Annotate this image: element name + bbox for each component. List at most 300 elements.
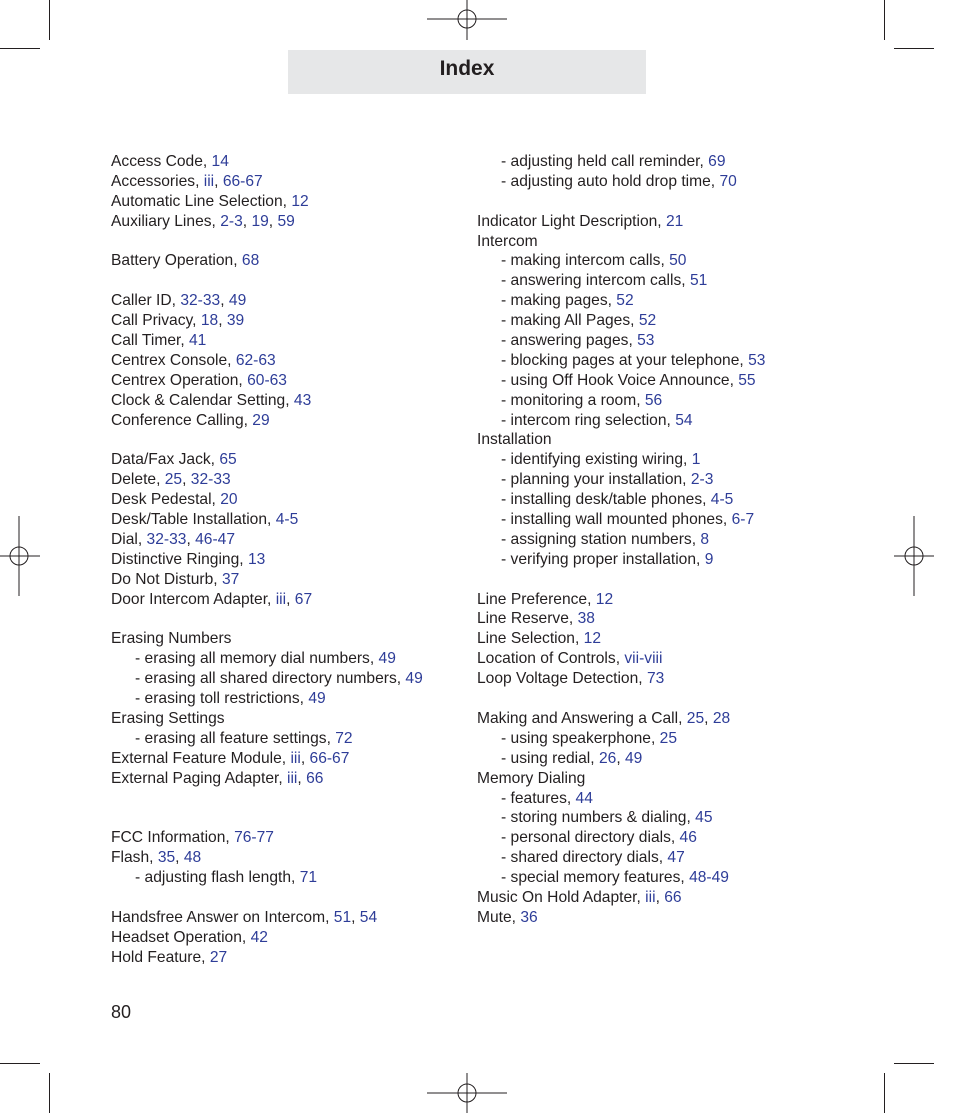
page-link[interactable]: 2-3 — [220, 212, 243, 230]
page-link[interactable]: 13 — [247, 550, 266, 568]
separator: , — [628, 332, 638, 350]
entry-text: Music On Hold Adapter — [477, 888, 637, 906]
separator: , — [729, 371, 739, 389]
separator: , — [615, 650, 625, 668]
index-entry — [111, 769, 461, 789]
page-link[interactable]: 50 — [669, 252, 687, 270]
entry-text: Line Selection — [477, 630, 575, 648]
separator: , — [192, 312, 201, 330]
page-link[interactable]: 45 — [695, 809, 713, 827]
separator: , — [300, 749, 310, 767]
page-link[interactable]: 72 — [335, 729, 353, 747]
separator: , — [241, 928, 251, 946]
spacer — [111, 609, 461, 629]
page-link[interactable]: 32-33 — [180, 292, 221, 310]
separator: , — [568, 610, 578, 628]
page-link[interactable]: 46 — [679, 829, 697, 847]
spacer — [477, 689, 837, 709]
page-link[interactable]: 6-7 — [731, 511, 755, 529]
entry-text: Flash — [111, 849, 150, 867]
entry-text: - intercom ring selection — [501, 411, 667, 429]
page-link[interactable]: 28 — [712, 709, 731, 727]
separator: , — [616, 749, 625, 767]
separator: , — [704, 709, 713, 727]
index-subentry — [477, 391, 837, 411]
separator: , — [267, 511, 276, 529]
entry-text: - making intercom calls — [501, 252, 661, 270]
separator: , — [696, 550, 705, 568]
index-entry — [111, 192, 461, 212]
index-entry — [111, 291, 461, 311]
page-link[interactable]: 56 — [644, 391, 663, 409]
separator: , — [686, 809, 696, 827]
registration-mark-icon — [894, 516, 934, 596]
separator: , — [268, 212, 278, 230]
page-link[interactable]: 38 — [577, 610, 595, 628]
index-entry — [111, 212, 461, 232]
separator: , — [267, 590, 276, 608]
entry-text: Intercom — [477, 232, 538, 250]
separator: , — [182, 471, 191, 489]
separator: , — [511, 908, 521, 926]
index-entry — [111, 948, 461, 968]
page-link[interactable]: 39 — [226, 312, 245, 330]
page-link[interactable]: 43 — [293, 391, 312, 409]
page-link[interactable]: 66 — [664, 888, 682, 906]
separator: , — [351, 908, 360, 926]
index-subentry — [477, 749, 837, 769]
separator: , — [574, 630, 584, 648]
entry-text: Indicator Light Description — [477, 212, 658, 230]
index-subentry — [111, 729, 461, 749]
separator: , — [636, 391, 645, 409]
index-entry — [111, 490, 461, 510]
separator: , — [670, 829, 680, 847]
page-link[interactable]: 25 — [659, 729, 678, 747]
page-title: Index — [439, 57, 495, 80]
title-banner — [288, 50, 646, 94]
page-link[interactable]: 26 — [598, 749, 617, 767]
entry-text: - making pages — [501, 292, 608, 310]
separator: , — [281, 749, 291, 767]
separator: , — [239, 550, 248, 568]
page-link[interactable]: 48 — [183, 849, 202, 867]
separator: , — [683, 451, 692, 469]
entry-text: Making and Answering a Call — [477, 709, 679, 727]
entry-text: - adjusting held call reminder — [501, 153, 700, 170]
index-entry — [111, 152, 461, 172]
entry-text: - special memory features — [501, 869, 681, 887]
page-link[interactable]: 4-5 — [710, 491, 734, 509]
index-subentry — [477, 271, 837, 291]
separator: , — [650, 729, 660, 747]
index-subentry — [477, 789, 837, 809]
page-link[interactable]: iii — [290, 749, 301, 767]
entry-text: - making All Pages — [501, 312, 631, 330]
page-link[interactable]: 12 — [595, 590, 614, 608]
entry-text: Auxiliary Lines — [111, 212, 212, 230]
separator: , — [710, 172, 720, 190]
entry-text: Handsfree Answer on Intercom — [111, 908, 326, 926]
page-link[interactable]: 55 — [738, 371, 756, 389]
index-entry — [477, 430, 837, 450]
separator: , — [285, 391, 294, 409]
separator: , — [739, 351, 749, 369]
separator: , — [201, 948, 210, 966]
page-link[interactable]: 68 — [241, 252, 260, 270]
entry-text: FCC Information — [111, 829, 226, 847]
separator: , — [171, 292, 181, 310]
page-link[interactable]: 52 — [616, 292, 634, 310]
index-subentry — [477, 868, 837, 888]
page-link[interactable]: 51 — [333, 908, 352, 926]
separator: , — [691, 530, 701, 548]
page-link[interactable]: 21 — [665, 212, 684, 230]
separator: , — [681, 272, 690, 290]
page-link[interactable]: 29 — [252, 411, 270, 429]
page-link[interactable]: 32-33 — [190, 471, 231, 489]
index-entry — [477, 649, 837, 669]
page-link[interactable]: 8 — [700, 530, 710, 548]
index-subentry — [477, 828, 837, 848]
index-subentry — [477, 291, 837, 311]
page-link[interactable]: iii — [203, 172, 215, 190]
index-subentry — [477, 808, 837, 828]
index-entry — [111, 570, 461, 590]
index-subentry — [477, 411, 837, 431]
entry-text: - assigning station numbers — [501, 530, 692, 548]
index-subentry — [111, 669, 461, 689]
index-subentry — [477, 510, 837, 530]
crop-mark — [884, 1073, 885, 1113]
entry-text: Delete — [111, 471, 157, 489]
separator: , — [566, 789, 576, 807]
registration-mark-icon — [427, 0, 507, 40]
index-subentry — [477, 530, 837, 550]
page-link[interactable]: 12 — [583, 630, 601, 648]
index-entry — [111, 371, 461, 391]
index-entry — [477, 609, 837, 629]
index-subentry — [111, 649, 461, 669]
separator: , — [325, 908, 334, 926]
separator: , — [211, 491, 221, 509]
index-entry — [111, 928, 461, 948]
entry-text: Call Timer — [111, 332, 181, 350]
index-entry — [477, 769, 837, 789]
page-link[interactable]: 36 — [520, 908, 538, 926]
separator: , — [214, 172, 223, 190]
page-link[interactable]: 49 — [228, 292, 247, 310]
separator: , — [210, 451, 220, 469]
crop-mark — [49, 0, 50, 40]
index-entry — [477, 629, 837, 649]
entry-text: Line Preference — [477, 590, 588, 608]
entry-text: Distinctive Ringing — [111, 550, 240, 568]
crop-mark — [884, 0, 885, 40]
index-entry — [111, 709, 461, 729]
separator: , — [638, 670, 647, 688]
separator: , — [587, 590, 596, 608]
spacer — [111, 808, 461, 828]
index-entry — [477, 709, 837, 729]
entry-text: Data/Fax Jack — [111, 451, 211, 469]
index-entry — [111, 590, 461, 610]
page-link[interactable]: 66-67 — [309, 749, 350, 767]
page-link[interactable]: 53 — [748, 351, 766, 369]
page-link[interactable]: 46-47 — [195, 530, 235, 548]
index-subentry — [477, 729, 837, 749]
index-entry — [111, 450, 461, 470]
entry-text: Desk Pedestal — [111, 491, 212, 509]
separator: , — [175, 849, 184, 867]
entry-text: - adjusting flash length — [135, 869, 292, 887]
page-link[interactable]: 66-67 — [222, 172, 263, 190]
entry-text: - planning your installation — [501, 471, 683, 489]
separator: , — [213, 570, 222, 588]
separator: , — [286, 590, 295, 608]
page-link[interactable]: iii — [275, 590, 287, 608]
separator: , — [702, 491, 711, 509]
spacer — [111, 271, 461, 291]
index-subentry — [477, 450, 837, 470]
entry-text: Clock & Calendar Setting — [111, 391, 286, 409]
separator: , — [630, 312, 639, 330]
index-entry — [111, 550, 461, 570]
separator: , — [682, 471, 691, 489]
page-link[interactable]: 9 — [704, 550, 714, 568]
page-link[interactable]: 60-63 — [247, 371, 287, 389]
index-subentry — [477, 311, 837, 331]
separator: , — [722, 511, 732, 529]
entry-text: Do Not Disturb — [111, 570, 214, 588]
index-entry — [111, 470, 461, 490]
page-link[interactable]: 76-77 — [234, 829, 274, 847]
index-entry — [111, 629, 461, 649]
page-link[interactable]: 49 — [624, 749, 643, 767]
page-link[interactable]: 32-33 — [146, 530, 187, 548]
separator: , — [660, 252, 670, 270]
entry-text: Erasing Numbers — [111, 630, 232, 648]
page-link[interactable]: vii-viii — [624, 650, 663, 668]
entry-text: - erasing toll restrictions — [135, 690, 300, 708]
page-link[interactable]: 14 — [211, 153, 229, 170]
page-link[interactable]: iii — [287, 769, 298, 787]
entry-text: - using redial — [501, 749, 591, 767]
index-subentry — [477, 251, 837, 271]
index-subentry — [477, 848, 837, 868]
separator: , — [149, 849, 158, 867]
separator: , — [225, 829, 235, 847]
separator: , — [678, 709, 687, 727]
separator: , — [211, 212, 221, 230]
index-entry — [111, 908, 461, 928]
index-entry — [477, 669, 837, 689]
entry-text: Conference Calling — [111, 411, 244, 429]
index-subentry — [477, 152, 837, 172]
page-link[interactable]: 47 — [667, 849, 685, 867]
entry-text: - features — [501, 789, 567, 807]
page-link[interactable]: 49 — [378, 650, 396, 668]
page-link[interactable]: 35 — [157, 849, 176, 867]
page-link[interactable]: 1 — [691, 451, 701, 469]
entry-text: - blocking pages at your telephone — [501, 351, 740, 369]
separator: , — [291, 869, 300, 887]
page-link[interactable]: 71 — [299, 869, 318, 887]
index-subentry — [477, 351, 837, 371]
separator: , — [666, 411, 676, 429]
entry-text: - using Off Hook Voice Announce — [501, 371, 730, 389]
entry-text: Installation — [477, 431, 552, 449]
page-link[interactable]: 67 — [294, 590, 313, 608]
page-link[interactable]: 54 — [359, 908, 378, 926]
index-entry — [111, 251, 461, 271]
page-link[interactable]: 19 — [251, 212, 269, 230]
separator: , — [243, 411, 253, 429]
page-link[interactable]: 51 — [689, 272, 708, 290]
entry-text: Memory Dialing — [477, 769, 586, 787]
page-link[interactable]: 48-49 — [689, 869, 729, 887]
index-entry — [477, 888, 837, 908]
separator: , — [655, 888, 665, 906]
page-link[interactable]: 37 — [221, 570, 240, 588]
entry-text: Location of Controls — [477, 650, 616, 668]
separator: , — [282, 192, 292, 210]
entry-text: External Paging Adapter — [111, 769, 279, 787]
index-entry — [477, 590, 837, 610]
entry-text: - using speakerphone — [501, 729, 651, 747]
index-subentry — [477, 172, 837, 192]
entry-text: Call Privacy — [111, 312, 193, 330]
index-subentry — [477, 331, 837, 351]
separator: , — [233, 252, 242, 270]
page-link[interactable]: 65 — [219, 451, 237, 469]
separator: , — [297, 769, 307, 787]
index-entry — [111, 828, 461, 848]
separator: , — [369, 650, 379, 668]
entry-text: Erasing Settings — [111, 709, 225, 727]
separator: , — [607, 292, 617, 310]
crop-mark — [894, 48, 934, 49]
page-link[interactable]: iii — [645, 888, 656, 906]
page-link[interactable]: 49 — [308, 690, 326, 708]
entry-text: - erasing all shared directory numbers — [135, 670, 397, 688]
page-link[interactable]: 18 — [200, 312, 219, 330]
entry-text: Access Code — [111, 153, 203, 170]
page-link[interactable]: 20 — [220, 491, 238, 509]
entry-text: Dial — [111, 530, 138, 548]
page-link[interactable]: 25 — [686, 709, 705, 727]
page-link[interactable]: 54 — [675, 411, 693, 429]
page-link[interactable]: 62-63 — [235, 351, 276, 369]
separator: , — [278, 769, 287, 787]
entry-text: - answering intercom calls — [501, 272, 682, 290]
separator: , — [242, 212, 252, 230]
index-entry — [111, 391, 461, 411]
separator: , — [326, 729, 336, 747]
separator: , — [699, 153, 709, 170]
index-entry — [111, 749, 461, 769]
index-entry — [111, 351, 461, 371]
separator: , — [186, 530, 196, 548]
index-subentry — [477, 470, 837, 490]
spacer — [111, 789, 461, 809]
page-link[interactable]: 70 — [719, 172, 737, 190]
entry-text: - installing desk/table phones — [501, 491, 703, 509]
entry-text: Line Reserve — [477, 610, 569, 628]
page-link[interactable]: 73 — [646, 670, 665, 688]
entry-text: Battery Operation — [111, 252, 234, 270]
entry-text: Accessories — [111, 172, 196, 190]
index-entry — [111, 331, 461, 351]
separator: , — [195, 172, 204, 190]
separator: , — [636, 888, 646, 906]
page-link[interactable]: 42 — [250, 928, 268, 946]
page-link[interactable]: 44 — [575, 789, 593, 807]
entry-text: Loop Voltage Detection — [477, 670, 639, 688]
separator: , — [299, 690, 309, 708]
separator: , — [220, 292, 229, 310]
entry-text: - verifying proper installation — [501, 550, 697, 568]
entry-text: Mute — [477, 908, 512, 926]
page-link[interactable]: 27 — [209, 948, 228, 966]
page-link[interactable]: 12 — [291, 192, 309, 210]
index-entry — [477, 908, 837, 928]
page-link[interactable]: 2-3 — [690, 471, 714, 489]
entry-text: Hold Feature — [111, 948, 202, 966]
page-link[interactable]: 4-5 — [275, 511, 299, 529]
index-entry — [477, 232, 837, 252]
page-link[interactable]: 41 — [189, 332, 207, 350]
page-link[interactable]: 53 — [637, 332, 655, 350]
page-link[interactable]: 52 — [638, 312, 657, 330]
page-link[interactable]: 59 — [277, 212, 295, 230]
separator: , — [396, 670, 406, 688]
crop-mark — [0, 48, 40, 49]
spacer — [477, 192, 837, 212]
page-link[interactable]: 66 — [306, 769, 324, 787]
index-entry — [111, 530, 461, 550]
page-link[interactable]: 49 — [405, 670, 423, 688]
index-entry — [111, 172, 461, 192]
entry-text: - erasing all memory dial numbers — [135, 650, 370, 668]
entry-text: Door Intercom Adapter — [111, 590, 268, 608]
page-link[interactable]: 25 — [164, 471, 183, 489]
entry-text: Headset Operation — [111, 928, 242, 946]
index-subentry — [477, 550, 837, 570]
entry-text: - installing wall mounted phones — [501, 511, 723, 529]
separator: , — [202, 153, 212, 170]
spacer — [111, 232, 461, 252]
separator: , — [227, 351, 236, 369]
entry-text: Centrex Console — [111, 351, 228, 369]
entry-text: Centrex Operation — [111, 371, 239, 389]
entry-text: - storing numbers & dialing — [501, 809, 687, 827]
page-number: 80 — [111, 1002, 132, 1022]
crop-mark — [0, 1063, 40, 1064]
entry-text: - erasing all feature settings — [135, 729, 327, 747]
entry-text: - personal directory dials — [501, 829, 671, 847]
index-column-left — [111, 152, 461, 968]
entry-text: Desk/Table Installation — [111, 511, 268, 529]
entry-text: - monitoring a room — [501, 391, 637, 409]
spacer — [477, 570, 837, 590]
page-link[interactable]: 69 — [708, 153, 726, 170]
separator: , — [680, 869, 690, 887]
entry-text: External Feature Module — [111, 749, 282, 767]
crop-mark — [894, 1063, 934, 1064]
entry-text: - identifying existing wiring — [501, 451, 684, 469]
registration-mark-icon — [427, 1073, 507, 1113]
